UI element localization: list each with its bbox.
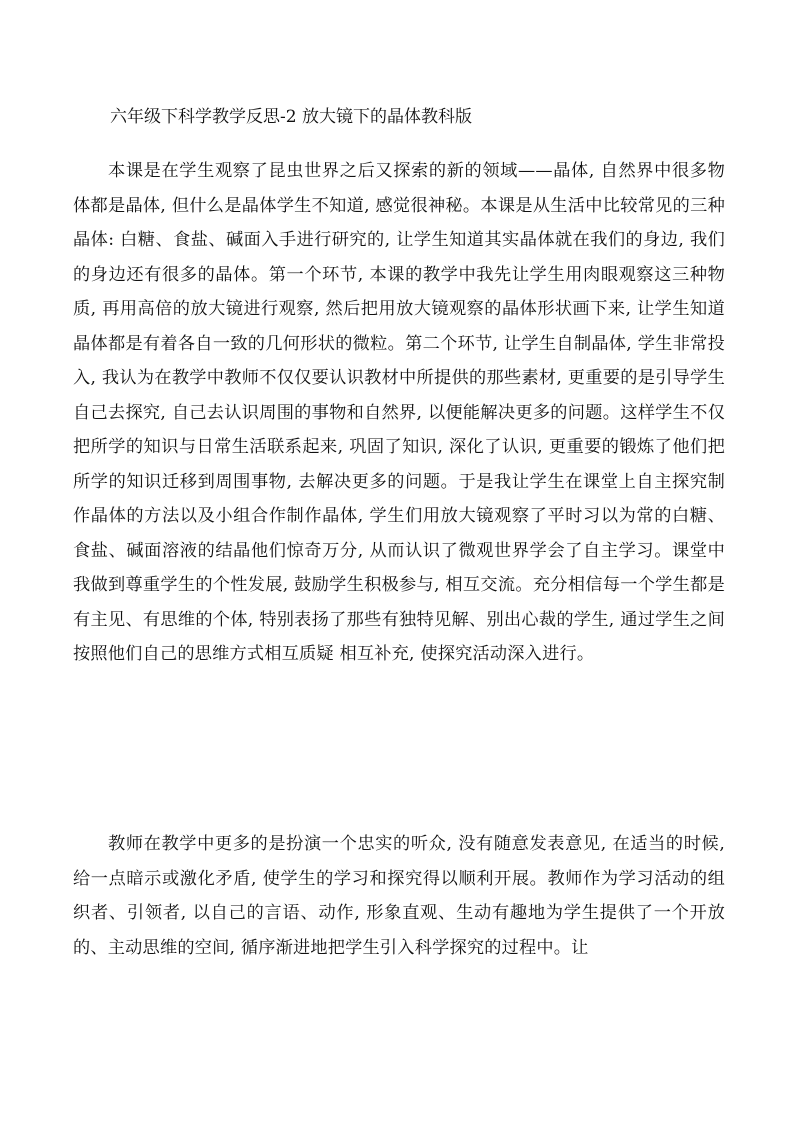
paragraph-2: 教师在教学中更多的是扮演一个忠实的听众, 没有随意发表意见, 在适当的时候, 给一点暗示或激化矛盾, 使学生的学习和探究得以顺利开展。教师作为学习活动的组织者、引领者, 以自己的言语、动作, 形象直观、生动有趣地为学生提供了一个开放的、主动思维的空间, 循序渐进地把学生引入科学探究的过程中。让 — [73, 834, 725, 958]
document-title: 六年级下科学教学反思-2 放大镜下的晶体教科版 — [110, 107, 472, 127]
paragraph-1: 本课是在学生观察了昆虫世界之后又探索的新的领域——晶体, 自然界中很多物体都是晶体, 但什么是晶体学生不知道, 感觉很神秘。本课是从生活中比较常见的三种晶体: 白糖、食盐、碱面入手进行研究的, 让学生知道其实晶体就在我们的身边, 我们的身边还有很多的晶体。第一个环节, 本课的教学中我先让学生用肉眼观察这三种物质, 再用高倍的放大镜进行观察, 然后把用放大镜观察的晶体形状画下来, 让学生知道晶体都是有着各自一致的几何形状的微粒。第二个环节, 让学生自制晶体, 学生非常投入, 我认为在教学中教师不仅仅要认识教材中所提供的那些素材, 更重要的是引导学生自己去探究, 自己去认识周围的事物和自然界, 以便能解决更多的问题。这样学生不仅把所学的知识与日常生活联系起来, 巩固了知识, 深化了认识, 更重要的锻炼了他们把所学的知识迁移到周围事物, 去解决更多的问题。于是我让学生在课堂上自主探究制作晶体的方法以及小组合作制作晶体, 学生们用放大镜观察了平时习以为常的白糖、食盐、碱面溶液的结晶他们惊奇万分, 从而认识了微观世界学会了自主学习。课堂中我做到尊重学生的个性发展, 鼓励学生积极参与, 相互交流。充分相信每一个学生都是有主见、有思维的个体, 特别表扬了那些有独特见解、别出心裁的学生, 通过学生之间按照他们自己的思维方式相互质疑 相互补充, 使探究活动深入进行。 — [73, 161, 725, 664]
